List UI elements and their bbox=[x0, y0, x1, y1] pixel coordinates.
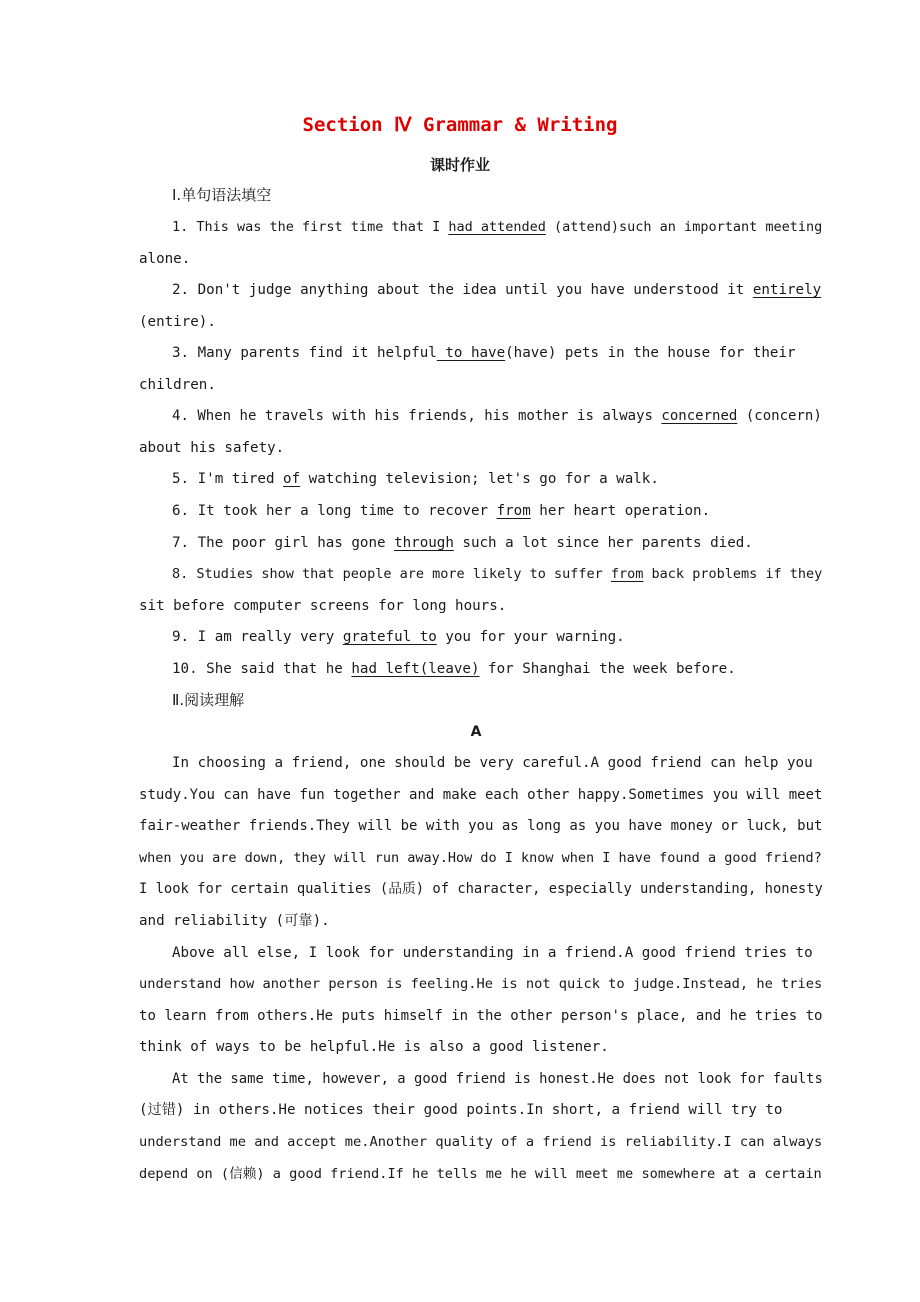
question-1-cont: alone. bbox=[139, 251, 191, 267]
answer-9: grateful to bbox=[342, 629, 437, 645]
passage-line: I look for certain qualities (品质) of character, especially understanding, honesty bbox=[139, 881, 823, 897]
answer-6: from bbox=[496, 503, 531, 519]
question-4-cont: about his safety. bbox=[139, 440, 285, 456]
passage-line: think of ways to be helpful.He is also a good listener. bbox=[139, 1039, 609, 1055]
question-3: 3. Many parents find it helpful to have(have) pets in the house for their bbox=[172, 345, 796, 361]
answer-2: entirely bbox=[752, 282, 822, 298]
question-2-cont: (entire). bbox=[139, 314, 216, 330]
question-8: 8. Studies show that people are more likely to suffer from back problems if they bbox=[172, 566, 823, 582]
page-subtitle: 课时作业 bbox=[429, 156, 490, 174]
question-7: 7. The poor girl has gone through such a lot since her parents died. bbox=[172, 535, 753, 551]
section-heading-reading: Ⅱ.阅读理解 bbox=[172, 691, 245, 709]
question-1: 1. This was the first time that I had attended (attend)such an important meeting bbox=[172, 219, 823, 235]
question-8-cont: sit before computer screens for long hours. bbox=[139, 598, 507, 614]
answer-5: of bbox=[283, 471, 301, 487]
answer-4: concerned bbox=[661, 408, 738, 424]
passage-line: and reliability (可靠). bbox=[139, 913, 330, 929]
section-heading-grammar: Ⅰ.单句语法填空 bbox=[172, 186, 272, 204]
passage-line: study.You can have fun together and make each other happy.Sometimes you will meet bbox=[139, 787, 823, 803]
question-3-cont: children. bbox=[139, 377, 216, 393]
answer-1: had attended bbox=[448, 219, 546, 235]
passage-line: to learn from others.He puts himself in the other person's place, and he tries to bbox=[139, 1008, 823, 1024]
passage-line: depend on (信赖) a good friend.If he tells me he will meet me somewhere at a certain bbox=[139, 1166, 822, 1182]
passage-label: A bbox=[470, 724, 482, 740]
passage-line: understand how another person is feeling.He is not quick to judge.Instead, he tries bbox=[139, 976, 823, 992]
question-9: 9. I am really very grateful to you for your warning. bbox=[172, 629, 625, 645]
passage-line: Above all else, I look for understanding in a friend.A good friend tries to bbox=[172, 945, 813, 961]
question-6: 6. It took her a long time to recover from her heart operation. bbox=[172, 503, 711, 519]
passage-line: At the same time, however, a good friend is honest.He does not look for faults bbox=[172, 1071, 823, 1087]
answer-8: from bbox=[610, 566, 644, 582]
passage-line: fair-weather friends.They will be with you as long as you have money or luck, but bbox=[139, 818, 823, 834]
question-4: 4. When he travels with his friends, his mother is always concerned (concern) bbox=[172, 408, 822, 424]
question-10: 10. She said that he had left(leave) for Shanghai the week before. bbox=[172, 661, 736, 677]
answer-10: had left(leave) bbox=[351, 661, 480, 677]
page-title: Section Ⅳ Grammar & Writing bbox=[302, 114, 618, 136]
passage-line: In choosing a friend, one should be very careful.A good friend can help you bbox=[172, 755, 813, 771]
passage-line: when you are down, they will run away.How do I know when I have found a good friend? bbox=[139, 850, 822, 866]
question-2: 2. Don't judge anything about the idea until you have understood it entirely bbox=[172, 282, 822, 298]
answer-7: through bbox=[394, 535, 454, 551]
answer-3: to have bbox=[436, 345, 506, 361]
question-5: 5. I'm tired of watching television; let's go for a walk. bbox=[172, 471, 659, 487]
passage-line: understand me and accept me.Another quality of a friend is reliability.I can always bbox=[139, 1134, 823, 1150]
passage-line: (过错) in others.He notices their good points.In short, a friend will try to bbox=[139, 1102, 783, 1118]
